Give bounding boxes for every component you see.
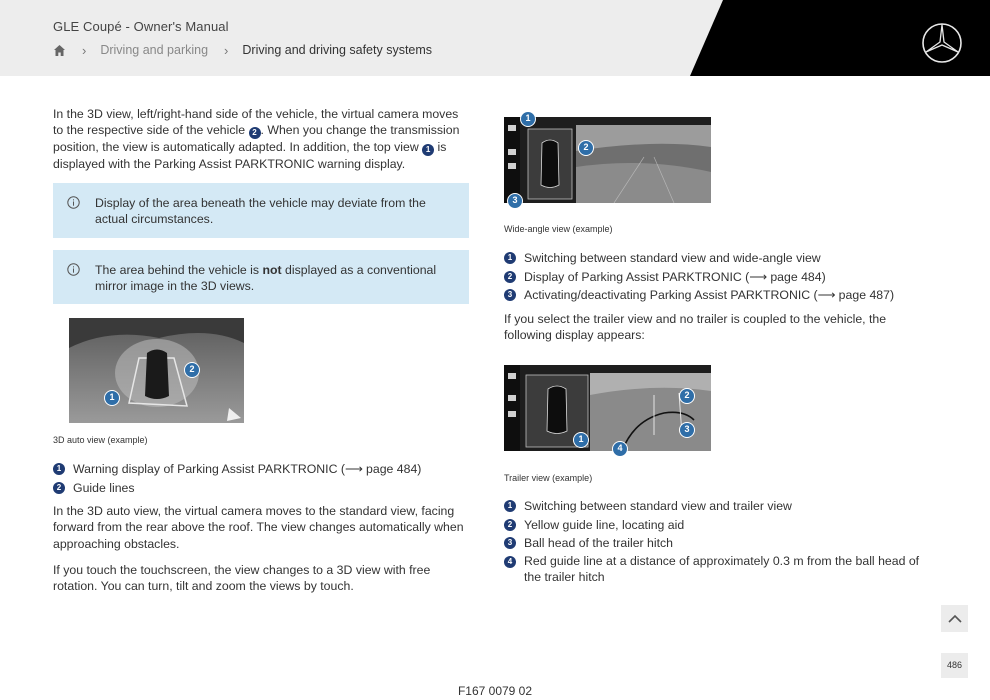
ref-number: 2	[249, 127, 261, 139]
info-note	[53, 250, 469, 304]
home-icon[interactable]	[53, 44, 66, 57]
info-icon	[67, 196, 80, 209]
breadcrumb-current: Driving and driving safety systems	[242, 43, 433, 57]
legend-number: 1	[53, 463, 65, 475]
callout-badge: 1	[573, 432, 589, 448]
figure-3d-auto-view	[69, 318, 244, 423]
legend-text: Yellow guide line, locating aid	[524, 517, 685, 532]
callout-badge: 4	[612, 441, 628, 457]
legend-text: Warning display of Parking Assist PARKTRONIC (⟶ page 484)	[73, 462, 422, 476]
paragraph-auto-view: In the 3D auto view, the virtual camera moves to the standard view, facing forward from the rear above the roof. The view changes automatically when approaching obstacles.	[53, 504, 464, 551]
info-note	[53, 183, 469, 238]
left-column	[53, 106, 469, 173]
figure-wide-angle-view	[504, 117, 711, 203]
paragraph-trailer-view: If you select the trailer view and no trailer is coupled to the vehicle, the following display appears:	[504, 312, 887, 343]
callout-badge: 2	[184, 362, 200, 378]
callout-badge: 3	[507, 193, 523, 209]
legend-text: Red guide line at a distance of approximately 0.3 m from the ball head of the trailer hitch	[524, 553, 920, 584]
legend-number: 2	[504, 271, 516, 283]
info-icon	[67, 263, 80, 276]
mercedes-star-logo[interactable]	[921, 22, 963, 64]
note-text: displayed as a conventional mirror image in the 3D views.	[95, 263, 437, 294]
camera-image	[504, 117, 711, 203]
callout-badge: 2	[679, 388, 695, 404]
legend-text: Ball head of the trailer hitch	[524, 536, 674, 550]
legend-list	[53, 460, 469, 497]
breadcrumb	[53, 42, 432, 58]
intro-paragraph	[53, 106, 469, 173]
figure-code: F167 0079 02	[457, 684, 533, 698]
figure-caption: 3D auto view (example)	[53, 435, 148, 445]
intro-text-1: In the 3D view, left/right-hand side of the vehicle, the virtual camera moves to the respective side of the vehicle	[53, 107, 459, 138]
note-emphasis: not	[262, 263, 282, 277]
legend-item	[504, 534, 924, 553]
legend-number: 1	[504, 252, 516, 264]
figure-caption: Trailer view (example)	[504, 473, 593, 483]
legend-text: Switching between standard view and wide-angle view	[524, 251, 821, 265]
callout-badge: 1	[104, 390, 120, 406]
legend-number: 2	[504, 519, 516, 531]
intro-text-3: is displayed with the Parking Assist PARKTRONIC warning display.	[53, 140, 447, 172]
callout-badge: 2	[578, 140, 594, 156]
legend-item	[53, 479, 469, 498]
legend-number: 3	[504, 537, 516, 549]
callout-badge: 3	[679, 422, 695, 438]
legend-text: Display of Parking Assist PARKTRONIC (⟶ page 484)	[524, 269, 826, 284]
legend-item	[504, 516, 924, 535]
legend-item	[504, 497, 924, 516]
legend-text: Guide lines	[73, 480, 135, 495]
legend-number: 2	[53, 482, 65, 494]
legend-number: 3	[504, 289, 516, 301]
camera-image	[69, 318, 244, 423]
figure-trailer-view	[504, 365, 711, 451]
breadcrumb-driving-and-parking[interactable]: Driving and parking	[100, 43, 209, 57]
legend-number: 1	[504, 500, 516, 512]
note-text: The area behind the vehicle is	[95, 263, 263, 277]
chevron-right-icon: ›	[224, 42, 229, 58]
legend-item	[504, 553, 924, 585]
callout-badge: 1	[520, 111, 536, 127]
page-number[interactable]: 486	[941, 653, 968, 678]
chevron-up-icon	[948, 614, 962, 623]
legend-item	[504, 249, 924, 268]
intro-text-2: . When you change the transmission position, the view is automatically adapted. In addition, the top view	[53, 123, 460, 155]
legend-number: 4	[504, 556, 516, 568]
legend-item	[504, 268, 924, 287]
legend-item	[504, 286, 924, 305]
camera-image	[504, 365, 711, 451]
manual-title: GLE Coupé - Owner's Manual	[53, 19, 229, 34]
legend-item	[53, 460, 469, 479]
legend-text: Switching between standard view and trailer view	[524, 499, 792, 513]
paragraph-touch: If you touch the touchscreen, the view changes to a 3D view with free rotation. You can turn, tilt and zoom the views by touch.	[53, 563, 431, 594]
ref-number: 1	[422, 144, 434, 156]
note-text: Display of the area beneath the vehicle may deviate from the actual circumstances.	[95, 196, 426, 227]
legend-list	[504, 249, 924, 305]
scroll-to-top-button[interactable]	[941, 605, 968, 632]
figure-caption: Wide-angle view (example)	[504, 224, 613, 234]
legend-text: Activating/deactivating Parking Assist PARKTRONIC (⟶ page 487)	[524, 288, 895, 302]
chevron-right-icon: ›	[82, 42, 87, 58]
legend-list	[504, 497, 924, 585]
